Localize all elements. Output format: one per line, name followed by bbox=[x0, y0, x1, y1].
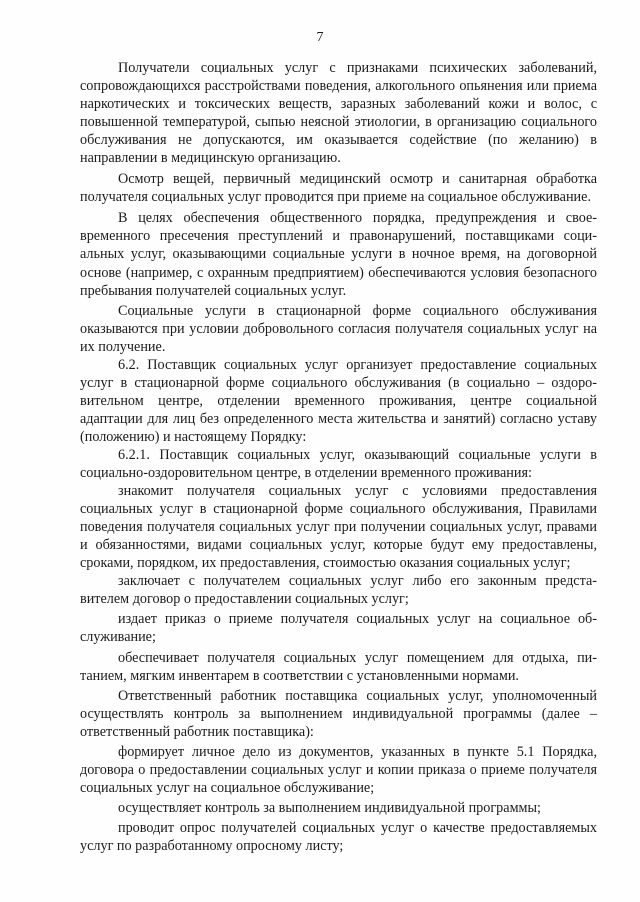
paragraph: Осмотр вещей, первичный медицинский осмотр и санитарная обработка получателя социальных услуг проводится при приеме на социальное обслуживание. bbox=[80, 171, 597, 206]
paragraph: 6.2.1. Поставщик социальных услуг, оказывающий социальные услуги в социально-оздоровительном центре, в отделении временного проживания: bbox=[80, 446, 597, 482]
paragraph: Получатели социальных услуг с признаками психических заболеваний, сопровождающихся расстройствами поведения, алкогольного опьянения или приема наркотических и токсических веществ, заразных заболеваний кожи и волос, с повышенной температурой, сыпью неясной этиологии, в организацию социального обслуживания не допускаются, им оказывается содействие (по желанию) в направлении в медицинскую организацию. bbox=[80, 60, 597, 167]
paragraph: Ответственный работник поставщика социальных услуг, уполномоченный осуществлять контроль за выполнением индивидуальной программы (далее – ответственный работник поставщика): bbox=[80, 687, 597, 740]
paragraph: издает приказ о приеме получателя социальных услуг на социальное обслуживание; bbox=[80, 611, 597, 646]
paragraph: заключает с получателем социальных услуг либо его законным представителем договор о предоставлении социальных услуг; bbox=[80, 573, 597, 608]
paragraph: формирует личное дело из документов, указанных в пункте 5.1 Порядка, договора о предоставлении социальных услуг и копии приказа о приеме получателя социальных услуг на социальное обслуживание; bbox=[80, 743, 597, 796]
paragraph: 6.2. Поставщик социальных услуг организует предоставление социальных услуг в стационарной форме социального обслуживания (в социально – оздоровительном центре, отделении временного проживания, центре социальной адаптации для лиц без определенного места жительства и занятий) согласно уставу (положению) и настоящему Порядку: bbox=[80, 356, 597, 445]
paragraph: знакомит получателя социальных услуг с условиями предоставления социальных услуг в стационарной форме социального обслуживания, Правилами поведения получателя социальных услуг при получении социальных услуг, правами и обязанностями, видами социальных услуг, которые будут ему предоставлены, сроками, порядком, их предоставления, стоимостью оказания социальных услуг; bbox=[80, 483, 597, 572]
paragraph: В целях обеспечения общественного порядка, предупреждения и своевременного пресечения преступлений и правонарушений, поставщиками социальных услуг, оказывающими социальные услуги в ночное время, на договорной основе (например, с охранным предприятием) обеспечиваются условия безопасного пребывания получателей социальных услуг. bbox=[80, 210, 597, 299]
paragraph: осуществляет контроль за выполнением индивидуальной программы; bbox=[118, 799, 541, 816]
paragraph: проводит опрос получателей социальных услуг о качестве предоставляемых услуг по разработанному опросному листу; bbox=[80, 819, 597, 854]
paragraph: Социальные услуги в стационарной форме социального обслуживания оказываются при условии добровольного согласия получателя социальных услуг на их получение. bbox=[80, 302, 597, 355]
page-number: 7 bbox=[316, 30, 324, 45]
document-body bbox=[80, 59, 597, 855]
paragraph: обеспечивает получателя социальных услуг помещением для отдыха, питанием, мягким инвентарем в соответствии с установленными нормами. bbox=[80, 649, 597, 684]
